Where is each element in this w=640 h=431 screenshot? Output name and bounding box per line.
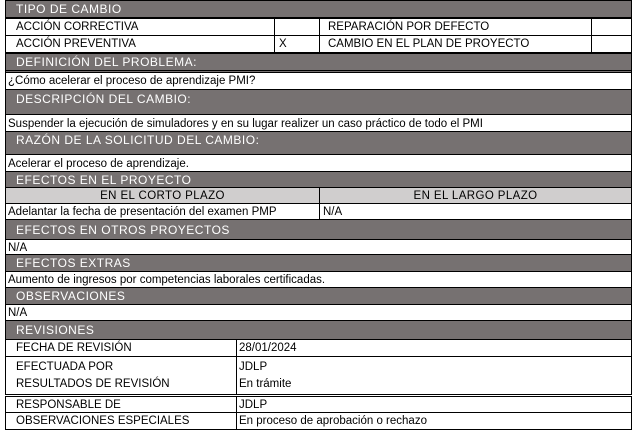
- efectuada-resultados-values[interactable]: [236, 356, 632, 395]
- accion-correctiva-checkbox[interactable]: [274, 18, 320, 36]
- reparacion-defecto-label: REPARACIÓN POR DEFECTO: [319, 18, 592, 36]
- responsable-label: RESPONSABLE DE: [5, 396, 237, 413]
- observaciones-especiales-label: OBSERVACIONES ESPECIALES: [5, 412, 237, 430]
- accion-correctiva-label: ACCIÓN CORRECTIVA: [5, 18, 275, 36]
- observaciones-text[interactable]: N/A: [5, 305, 632, 320]
- efectos-otros-header: EFECTOS EN OTROS PROYECTOS: [5, 219, 632, 240]
- corto-plazo-value[interactable]: Adelantar la fecha de presentación del examen PMP: [5, 203, 320, 220]
- revisiones-header: REVISIONES: [5, 320, 632, 340]
- razon-text[interactable]: Acelerar el proceso de aprendizaje.: [5, 155, 632, 172]
- responsable-value[interactable]: JDLP: [236, 396, 632, 413]
- definicion-text[interactable]: ¿Cómo acelerar el proceso de aprendizaje PMI?: [5, 73, 632, 89]
- reparacion-defecto-checkbox[interactable]: [591, 18, 632, 36]
- fecha-revision-label: FECHA DE REVISIÓN: [5, 339, 237, 357]
- descripcion-text[interactable]: Suspender la ejecución de simuladores y en su lugar realizer un caso práctico de todo el PMI: [5, 115, 632, 132]
- accion-preventiva-label: ACCIÓN PREVENTIVA: [5, 35, 275, 53]
- observaciones-header: OBSERVACIONES: [5, 287, 632, 305]
- tipo-cambio-header: TIPO DE CAMBIO: [5, 0, 632, 18]
- observaciones-especiales-value[interactable]: En proceso de aprobación o rechazo: [236, 412, 632, 430]
- efectuada-por-label: EFECTUADA POR: [16, 360, 114, 373]
- definicion-header: DEFINICIÓN DEL PROBLEMA:: [5, 53, 632, 71]
- accion-preventiva-checkbox[interactable]: X: [274, 35, 320, 53]
- efectos-extras-header: EFECTOS EXTRAS: [5, 254, 632, 272]
- largo-plazo-header: EN EL LARGO PLAZO: [319, 187, 632, 204]
- efectos-proyecto-header: EFECTOS EN EL PROYECTO: [5, 171, 632, 188]
- resultados-revision-label: RESULTADOS DE REVISIÓN: [16, 377, 170, 390]
- efectos-otros-text[interactable]: N/A: [5, 240, 632, 255]
- resultados-revision-value: En trámite: [239, 377, 292, 390]
- largo-plazo-value[interactable]: N/A: [319, 203, 632, 220]
- fecha-revision-value[interactable]: 28/01/2024: [236, 339, 632, 357]
- descripcion-header: DESCRIPCIÓN DEL CAMBIO:: [5, 89, 632, 115]
- efectuada-resultados-labels: [5, 356, 237, 395]
- corto-plazo-header: EN EL CORTO PLAZO: [5, 187, 320, 204]
- efectos-extras-text[interactable]: Aumento de ingresos por competencias laborales certificadas.: [5, 272, 632, 288]
- cambio-plan-label: CAMBIO EN EL PLAN DE PROYECTO: [319, 35, 592, 53]
- efectuada-por-value: JDLP: [239, 360, 268, 373]
- razon-header: RAZÓN DE LA SOLICITUD DEL CAMBIO:: [5, 131, 632, 155]
- cambio-plan-checkbox[interactable]: [591, 35, 632, 53]
